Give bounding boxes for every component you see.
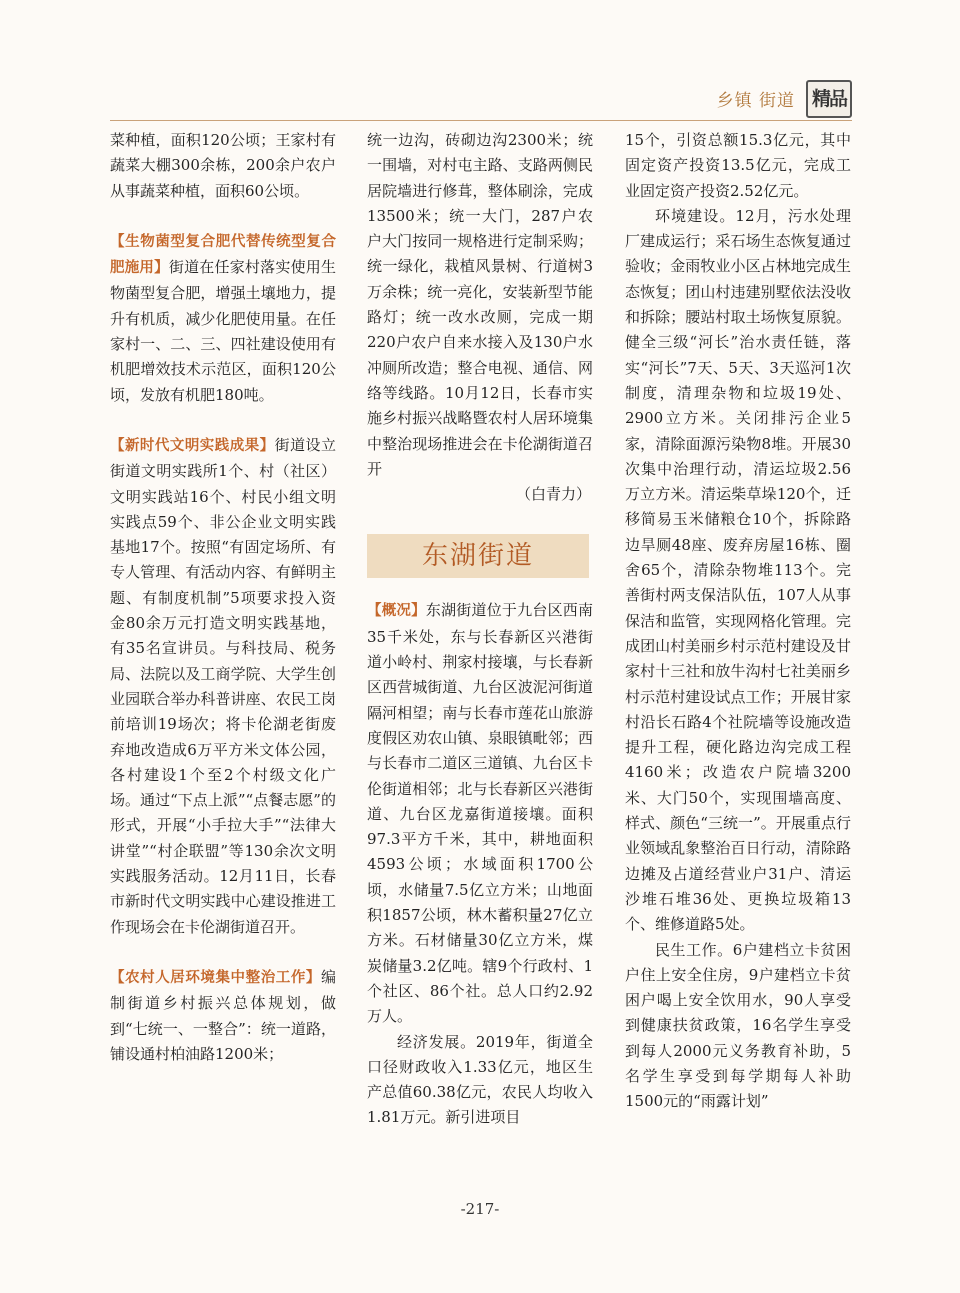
spacer [110,204,336,229]
section-body: 编制街道乡村振兴总体规划，做到“七统一、一整合”：统一道路，铺设通村柏油路1200米； [110,967,336,1063]
spacer [110,940,336,965]
article-section [110,229,336,408]
author-credit: （白青力） [515,485,591,504]
article-section [367,598,593,1029]
section-heading: 【农村人居环境集中整治工作】 [110,969,321,986]
column-2 [367,128,593,1131]
section-label: 乡镇 街道 [716,91,795,111]
section-heading: 【新时代文明实践成果】 [110,437,275,454]
section-body: 东湖街道位于九台区西南35千米处，东与长春新区兴港街道小岭村、荆家村接壤，与长春新区西营城街道、九台区波泥河街道隔河相望；南与长春市莲花山旅游度假区劝农山镇、泉眼镇毗邻；西与长春市二道区三道镇、九台区卡伦街道相邻；北与长春新区兴港街道、九台区龙嘉街道接壤。面积97.3平方千米，其中，耕地面积4593公顷；水域面积1700公顷，水储量7.5亿立方米；山地面积1857公顷，林木蓄积量27亿立方米。石材储量30亿立方米，煤炭储量3.2亿吨。辖9个行政村、1个社区、86个社。总人口约2.92万人。 [367,601,593,1026]
section-title: 东湖街道 [367,534,589,578]
article-section [110,965,336,1067]
paragraph: 统一边沟，砖砌边沟2300米；统一围墙，对村屯主路、支路两侧民居院墙进行修葺，整体刷涂，完成13500米；统一大门，287户农户大门按同一规格进行定制采购；统一绿化，栽植风景树、行道树3万余株；统一亮化，安装新型节能路灯；统一改水改厕，完成一期220户农户自来水接入及130户水冲厕所改造；整合电视、通信、网络等线路。10月12日，长春市实施乡村振兴战略暨农村人居环境集中整治现场推进会在卡伦湖街道召开 [367,131,593,478]
page-number: -217- [460,1200,500,1218]
column-1 [110,128,336,1067]
section-heading: 【生物菌型复合肥代替传统型复合肥施用】 [110,233,336,277]
section-body: 街道设立街道文明实践所1个、村（社区）文明实践站16个、村民小组文明实践点59个、非公企业文明实践基地17个。按照“有固定场所、有专人管理、有活动内容、有鲜明主题、有制度机制”5项要求投入资金80余万元打造文明实践基地，有35名宣讲员。与科技局、税务局、法院以及工商学院、大学生创业园联合举办科普讲座、农民工岗前培训19场次；将卡伦湖老街废弃地改造成6万平方米文体公园，各村建设1个至2个村级文化广场。通过“下点上派”“点餐志愿”的形式，开展“小手拉大手”“法律大讲堂”“村企联盟”等130余次文明实践服务活动。12月11日，长春市新时代文明实践中心建设推进工作现场会在卡伦湖街道召开。 [110,435,336,936]
article-section [110,433,336,940]
paragraph: 经济发展。2019年，街道全口径财政收入1.33亿元，地区生产总值60.38亿元，农民人均收入1.81万元。新引进项目 [367,1032,593,1127]
paragraph: 环境建设。12月，污水处理厂建成运行；采石场生态恢复通过验收；金雨牧业小区占林地完成生态恢复；团山村违建别墅依法没收和拆除；腰站村取土场恢复原貌。健全三级“河长”治水责任链，落实“河长”7天、5天、3天巡河1次制度，清理杂物和垃圾19处、2900立方米。关闭排污企业5家，清除面源污染物8堆。开展30次集中治理行动，清运垃圾2.56万立方米。清运柴草垛120个，迁移简易玉米储粮仓10个，拆除路边旱厕48座、废弃房屋16栋、圈舍65个，清除杂物堆113个。完善街村两支保洁队伍，107人从事保洁和监管，实现网格化管理。完成团山村美丽乡村示范村建设及甘家村十三社和放牛沟村七社美丽乡村示范村建设试点工作；开展甘家村沿长石路4个社院墙等设施改造提升工程，硬化路边沟完成工程4160米；改造农户院墙3200米、大门50个，实现围墙高度、样式、颜色“三统一”。开展重点行业领域乱象整治百日行动，清除路边摊及占道经营业户31户、清运沙堆石堆36处、更换垃圾箱13个、维修道路5处。 [625,206,851,934]
header-divider [110,120,852,121]
paragraph: 15个，引资总额15.3亿元，其中固定资产投资13.5亿元，完成工业固定资产投资2.52亿元。 [625,131,851,200]
section-body: 街道在任家村落实使用生物菌型复合肥，增强土壤地力，提升有机质，减少化肥使用量。在任家村一、二、三、四社建设使用有机肥增效技术示范区，面积120公顷，发放有机肥180吨。 [110,258,336,404]
column-3 [625,128,851,1115]
paragraph: 民生工作。6户建档立卡贫困户住上安全住房，9户建档立卡贫困户喝上安全饮用水，90人享受到健康扶贫政策，16名学生享受到每人2000元义务教育补助，5名学生享受到每学期每人补助1500元的“雨露计划” [625,940,851,1111]
section-heading: 【概况】 [367,603,426,620]
jingpin-logo-icon: 精品 [806,80,852,118]
paragraph: 菜种植，面积120公顷；王家村有蔬菜大棚300余栋，200余户农户从事蔬菜种植，面积60公顷。 [110,131,336,200]
spacer [110,408,336,433]
page-header [0,0,960,122]
